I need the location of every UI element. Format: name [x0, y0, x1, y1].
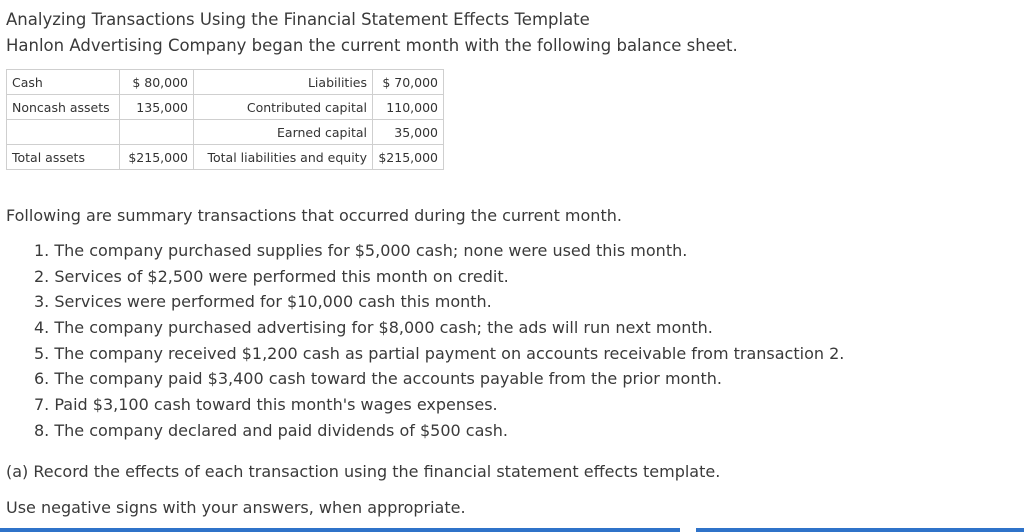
- table-cell: Contributed capital: [194, 95, 373, 120]
- table-cell: Liabilities: [194, 70, 373, 95]
- table-row: [7, 70, 444, 95]
- table-row: [7, 120, 444, 145]
- table-cell: [120, 120, 194, 145]
- table-cell: $ 70,000: [373, 70, 444, 95]
- table-cell: Total liabilities and equity: [194, 145, 373, 170]
- table-cell: [7, 120, 120, 145]
- list-item: 8. The company declared and paid dividends of $500 cash.: [34, 420, 508, 440]
- table-cell: Earned capital: [194, 120, 373, 145]
- table-row: [7, 95, 444, 120]
- list-item: 7. Paid $3,100 cash toward this month's wages expenses.: [34, 395, 498, 415]
- list-item: 5. The company received $1,200 cash as partial payment on accounts receivable from transaction 2.: [34, 343, 845, 363]
- list-item: 6. The company paid $3,400 cash toward the accounts payable from the prior month.: [34, 369, 722, 389]
- table-cell: $ 80,000: [120, 70, 194, 95]
- answer-area-top-border: [696, 528, 1024, 532]
- table-cell: Cash: [7, 70, 120, 95]
- list-item: 3. Services were performed for $10,000 cash this month.: [34, 292, 492, 312]
- table-cell: $215,000: [120, 145, 194, 170]
- page-title: Analyzing Transactions Using the Financial Statement Effects Template: [6, 10, 590, 29]
- list-item: 2. Services of $2,500 were performed this month on credit.: [34, 266, 509, 286]
- question-part-a: (a) Record the effects of each transaction using the financial statement effects template.: [6, 462, 721, 481]
- balance-sheet-table: [6, 69, 444, 170]
- table-cell: 35,000: [373, 120, 444, 145]
- table-row-total: [7, 145, 444, 170]
- table-cell: Noncash assets: [7, 95, 120, 120]
- transaction-list: [34, 238, 844, 444]
- table-cell: $215,000: [373, 145, 444, 170]
- transactions-intro: Following are summary transactions that occurred during the current month.: [6, 206, 622, 225]
- page-subtitle: Hanlon Advertising Company began the current month with the following balance sheet.: [6, 36, 738, 55]
- list-item: 4. The company purchased advertising for $8,000 cash; the ads will run next month.: [34, 318, 713, 338]
- table-cell: 110,000: [373, 95, 444, 120]
- list-item: 1. The company purchased supplies for $5,000 cash; none were used this month.: [34, 241, 688, 260]
- answer-instruction: Use negative signs with your answers, when appropriate.: [6, 498, 466, 517]
- table-cell: 135,000: [120, 95, 194, 120]
- table-cell: Total assets: [7, 145, 120, 170]
- answer-area-top-border: [0, 528, 680, 532]
